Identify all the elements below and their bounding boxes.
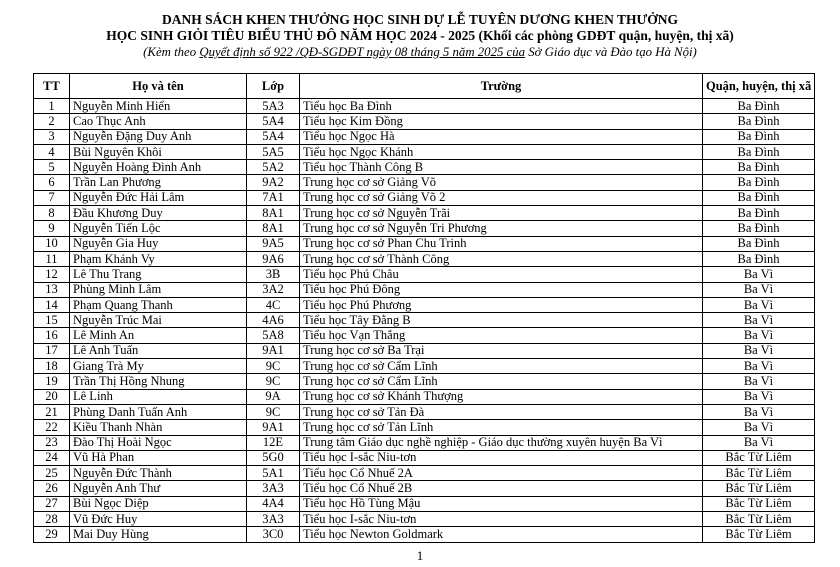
cell-district: Bắc Từ Liêm xyxy=(703,450,815,465)
reference-decision: Quyết định số 922 /QĐ-SGDĐT ngày 08 tháng 5 năm 2025 của xyxy=(199,45,526,59)
table-row xyxy=(34,466,815,481)
cell-school: Tiểu học I-sắc Niu-tơn xyxy=(300,512,703,527)
cell-tt: 7 xyxy=(34,190,70,205)
table-row xyxy=(34,236,815,251)
cell-district: Ba Đình xyxy=(703,160,815,175)
cell-tt: 24 xyxy=(34,450,70,465)
table-body xyxy=(34,99,815,543)
table-row xyxy=(34,175,815,190)
cell-name: Phạm Quang Thanh xyxy=(70,297,247,312)
cell-district: Ba Vì xyxy=(703,313,815,328)
cell-tt: 12 xyxy=(34,267,70,282)
cell-district: Ba Vì xyxy=(703,435,815,450)
cell-district: Ba Vì xyxy=(703,359,815,374)
page-number: 1 xyxy=(416,548,424,563)
cell-name: Vũ Hà Phan xyxy=(70,450,247,465)
cell-name: Phạm Khánh Vy xyxy=(70,251,247,266)
cell-name: Giang Trà My xyxy=(70,359,247,374)
cell-name: Mai Duy Hùng xyxy=(70,527,247,542)
cell-school: Trung học cơ sở Tản Đà xyxy=(300,404,703,419)
table-row xyxy=(34,206,815,221)
table-row xyxy=(34,297,815,312)
table-row xyxy=(34,251,815,266)
cell-school: Tiểu học Phú Châu xyxy=(300,267,703,282)
cell-class: 4A4 xyxy=(247,496,300,511)
cell-class: 8A1 xyxy=(247,221,300,236)
cell-school: Trung học cơ sở Tản Lĩnh xyxy=(300,420,703,435)
cell-class: 9A5 xyxy=(247,236,300,251)
document-title: DANH SÁCH KHEN THƯỞNG HỌC SINH DỰ LỄ TUYÊN DƯƠNG KHEN THƯỞNG xyxy=(162,12,678,27)
table-row xyxy=(34,450,815,465)
cell-district: Bắc Từ Liêm xyxy=(703,527,815,542)
table-row xyxy=(34,313,815,328)
table-row xyxy=(34,404,815,419)
cell-district: Ba Vì xyxy=(703,389,815,404)
cell-district: Ba Vì xyxy=(703,404,815,419)
cell-school: Tiểu học Kim Đồng xyxy=(300,114,703,129)
cell-name: Trần Thị Hồng Nhung xyxy=(70,374,247,389)
cell-class: 4A6 xyxy=(247,313,300,328)
header-school: Trường xyxy=(300,74,703,99)
cell-district: Ba Đình xyxy=(703,236,815,251)
cell-district: Bắc Từ Liêm xyxy=(703,512,815,527)
cell-district: Bắc Từ Liêm xyxy=(703,466,815,481)
cell-school: Trung học cơ sở Cẩm Lĩnh xyxy=(300,374,703,389)
cell-district: Ba Đình xyxy=(703,144,815,159)
cell-class: 5A4 xyxy=(247,129,300,144)
cell-class: 12E xyxy=(247,435,300,450)
cell-name: Cao Thục Anh xyxy=(70,114,247,129)
cell-school: Tiểu học Ngọc Khánh xyxy=(300,144,703,159)
cell-class: 3A2 xyxy=(247,282,300,297)
cell-name: Lê Thu Trang xyxy=(70,267,247,282)
cell-school: Trung học cơ sở Nguyễn Tri Phương xyxy=(300,221,703,236)
cell-name: Nguyễn Hoàng Đình Anh xyxy=(70,160,247,175)
cell-school: Tiểu học Ba Đình xyxy=(300,99,703,114)
cell-name: Lê Minh An xyxy=(70,328,247,343)
cell-class: 5A2 xyxy=(247,160,300,175)
cell-tt: 8 xyxy=(34,206,70,221)
cell-class: 5G0 xyxy=(247,450,300,465)
document-reference xyxy=(0,44,840,60)
cell-name: Bùi Ngọc Diệp xyxy=(70,496,247,511)
cell-district: Bắc Từ Liêm xyxy=(703,496,815,511)
cell-name: Nguyễn Tiến Lộc xyxy=(70,221,247,236)
cell-name: Phùng Danh Tuấn Anh xyxy=(70,404,247,419)
table-row xyxy=(34,496,815,511)
cell-tt: 16 xyxy=(34,328,70,343)
cell-tt: 23 xyxy=(34,435,70,450)
header-tt: TT xyxy=(34,74,70,99)
cell-school: Tiểu học Vạn Thắng xyxy=(300,328,703,343)
cell-school: Trung học cơ sở Ba Trại xyxy=(300,343,703,358)
cell-school: Trung học cơ sở Khánh Thượng xyxy=(300,389,703,404)
cell-name: Nguyễn Gia Huy xyxy=(70,236,247,251)
cell-class: 3A3 xyxy=(247,481,300,496)
cell-tt: 3 xyxy=(34,129,70,144)
cell-class: 4C xyxy=(247,297,300,312)
cell-school: Tiểu học Ngọc Hà xyxy=(300,129,703,144)
cell-tt: 4 xyxy=(34,144,70,159)
cell-name: Đầu Khương Duy xyxy=(70,206,247,221)
cell-district: Ba Đình xyxy=(703,114,815,129)
cell-district: Ba Vì xyxy=(703,420,815,435)
table-row xyxy=(34,512,815,527)
cell-school: Trung học cơ sở Giảng Võ xyxy=(300,175,703,190)
cell-tt: 14 xyxy=(34,297,70,312)
cell-school: Tiểu học Tây Đằng B xyxy=(300,313,703,328)
cell-school: Tiểu học Phú Phương xyxy=(300,297,703,312)
cell-district: Ba Đình xyxy=(703,251,815,266)
cell-tt: 27 xyxy=(34,496,70,511)
cell-school: Tiểu học Hồ Tùng Mậu xyxy=(300,496,703,511)
table-row xyxy=(34,435,815,450)
cell-class: 3A3 xyxy=(247,512,300,527)
cell-class: 3C0 xyxy=(247,527,300,542)
cell-name: Phùng Minh Lâm xyxy=(70,282,247,297)
cell-tt: 9 xyxy=(34,221,70,236)
table-header-row xyxy=(34,74,815,99)
cell-class: 9A2 xyxy=(247,175,300,190)
reference-prefix: (Kèm theo xyxy=(143,45,200,59)
cell-name: Nguyễn Đức Thành xyxy=(70,466,247,481)
cell-district: Ba Vì xyxy=(703,267,815,282)
cell-tt: 19 xyxy=(34,374,70,389)
cell-tt: 18 xyxy=(34,359,70,374)
cell-class: 9A xyxy=(247,389,300,404)
cell-name: Bùi Nguyên Khôi xyxy=(70,144,247,159)
cell-school: Tiểu học I-sắc Niu-tơn xyxy=(300,450,703,465)
cell-school: Tiểu học Phú Đông xyxy=(300,282,703,297)
table-row xyxy=(34,328,815,343)
cell-school: Trung học cơ sở Giảng Võ 2 xyxy=(300,190,703,205)
cell-class: 5A5 xyxy=(247,144,300,159)
cell-tt: 29 xyxy=(34,527,70,542)
cell-district: Ba Đình xyxy=(703,206,815,221)
cell-district: Ba Vì xyxy=(703,297,815,312)
table-row xyxy=(34,221,815,236)
table-row xyxy=(34,527,815,542)
cell-tt: 11 xyxy=(34,251,70,266)
cell-name: Lê Linh xyxy=(70,389,247,404)
table-row xyxy=(34,114,815,129)
cell-name: Nguyễn Đức Hải Lâm xyxy=(70,190,247,205)
cell-class: 9A6 xyxy=(247,251,300,266)
cell-name: Vũ Đức Huy xyxy=(70,512,247,527)
table-row xyxy=(34,282,815,297)
cell-school: Trung học cơ sở Thành Công xyxy=(300,251,703,266)
cell-school: Tiểu học Cổ Nhuế 2A xyxy=(300,466,703,481)
cell-tt: 2 xyxy=(34,114,70,129)
cell-district: Ba Vì xyxy=(703,343,815,358)
table-row xyxy=(34,144,815,159)
cell-tt: 5 xyxy=(34,160,70,175)
table-row xyxy=(34,343,815,358)
header-name: Họ và tên xyxy=(70,74,247,99)
cell-tt: 25 xyxy=(34,466,70,481)
header-district: Quận, huyện, thị xã xyxy=(703,74,815,99)
table-row xyxy=(34,389,815,404)
cell-name: Nguyễn Trúc Mai xyxy=(70,313,247,328)
cell-tt: 6 xyxy=(34,175,70,190)
cell-district: Ba Vì xyxy=(703,374,815,389)
cell-tt: 1 xyxy=(34,99,70,114)
cell-tt: 28 xyxy=(34,512,70,527)
cell-class: 7A1 xyxy=(247,190,300,205)
table-row xyxy=(34,190,815,205)
document-subtitle: HỌC SINH GIỎI TIÊU BIỂU THỦ ĐÔ NĂM HỌC 2024 - 2025 (Khối các phòng GDĐT quận, huyện, thị xã) xyxy=(106,28,734,43)
cell-tt: 15 xyxy=(34,313,70,328)
cell-class: 8A1 xyxy=(247,206,300,221)
cell-class: 9A1 xyxy=(247,343,300,358)
cell-name: Kiều Thanh Nhàn xyxy=(70,420,247,435)
cell-district: Ba Đình xyxy=(703,99,815,114)
cell-tt: 13 xyxy=(34,282,70,297)
cell-class: 9A1 xyxy=(247,420,300,435)
table-row xyxy=(34,359,815,374)
table-row xyxy=(34,420,815,435)
cell-district: Ba Vì xyxy=(703,282,815,297)
reference-suffix: Sở Giáo dục và Đào tạo Hà Nội) xyxy=(525,45,697,59)
cell-tt: 17 xyxy=(34,343,70,358)
cell-school: Tiểu học Newton Goldmark xyxy=(300,527,703,542)
table-row xyxy=(34,99,815,114)
cell-school: Trung học cơ sở Phan Chu Trinh xyxy=(300,236,703,251)
cell-class: 3B xyxy=(247,267,300,282)
cell-school: Trung học cơ sở Nguyễn Trãi xyxy=(300,206,703,221)
table-row xyxy=(34,160,815,175)
cell-class: 5A8 xyxy=(247,328,300,343)
cell-district: Bắc Từ Liêm xyxy=(703,481,815,496)
cell-class: 5A3 xyxy=(247,99,300,114)
cell-class: 5A1 xyxy=(247,466,300,481)
cell-district: Ba Đình xyxy=(703,190,815,205)
cell-district: Ba Đình xyxy=(703,129,815,144)
table-row xyxy=(34,129,815,144)
table-row xyxy=(34,267,815,282)
cell-school: Trung tâm Giáo dục nghề nghiệp - Giáo dục thường xuyên huyện Ba Vì xyxy=(300,435,703,450)
cell-name: Nguyễn Minh Hiển xyxy=(70,99,247,114)
cell-tt: 26 xyxy=(34,481,70,496)
cell-district: Ba Đình xyxy=(703,221,815,236)
header-class: Lớp xyxy=(247,74,300,99)
cell-tt: 21 xyxy=(34,404,70,419)
cell-school: Trung học cơ sở Cẩm Lĩnh xyxy=(300,359,703,374)
cell-name: Nguyễn Anh Thư xyxy=(70,481,247,496)
cell-tt: 20 xyxy=(34,389,70,404)
cell-class: 9C xyxy=(247,374,300,389)
cell-district: Ba Vì xyxy=(703,328,815,343)
cell-name: Đào Thị Hoài Ngọc xyxy=(70,435,247,450)
cell-school: Tiểu học Cổ Nhuế 2B xyxy=(300,481,703,496)
cell-name: Nguyễn Đặng Duy Anh xyxy=(70,129,247,144)
cell-name: Trần Lan Phương xyxy=(70,175,247,190)
cell-school: Tiểu học Thành Công B xyxy=(300,160,703,175)
cell-class: 9C xyxy=(247,359,300,374)
table-row xyxy=(34,481,815,496)
award-table xyxy=(33,73,815,543)
cell-district: Ba Đình xyxy=(703,175,815,190)
table-row xyxy=(34,374,815,389)
cell-name: Lê Anh Tuấn xyxy=(70,343,247,358)
cell-tt: 10 xyxy=(34,236,70,251)
cell-tt: 22 xyxy=(34,420,70,435)
cell-class: 5A4 xyxy=(247,114,300,129)
cell-class: 9C xyxy=(247,404,300,419)
